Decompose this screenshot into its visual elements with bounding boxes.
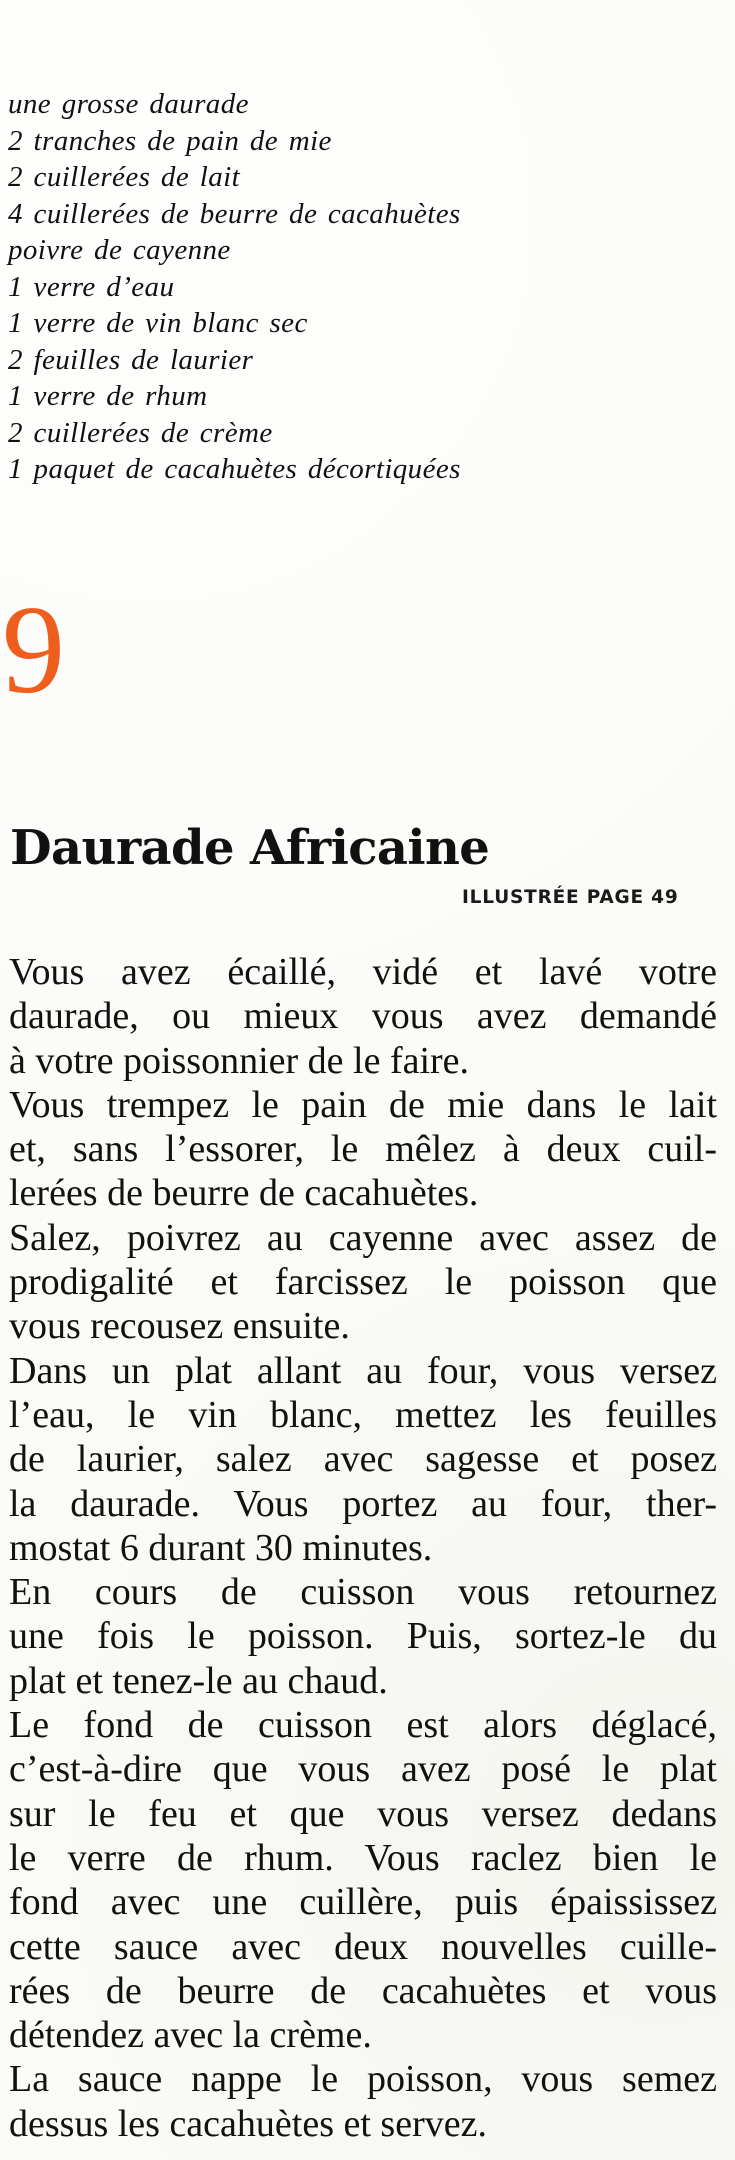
instruction-line: la daurade. Vous portez au four, ther- [9, 1482, 717, 1525]
ingredient-line: 2 cuillerées de crème [8, 416, 273, 449]
instruction-line: vous recousez ensuite. [9, 1305, 350, 1348]
ingredient-line: 4 cuillerées de beurre de cacahuètes [8, 197, 461, 230]
instruction-line: dessus les cacahuètes et servez. [9, 2102, 487, 2145]
ingredient-line: 1 verre d’eau [8, 270, 175, 303]
ingredient-line: 1 verre de vin blanc sec [8, 307, 308, 339]
ingredient-line: 2 cuillerées de lait [8, 161, 241, 193]
recipe-title: Daurade Africaine [10, 820, 490, 876]
instruction-line: Dans un plat allant au four, vous versez [9, 1349, 717, 1392]
instruction-line: prodigalité et farcissez le poisson que [9, 1261, 717, 1304]
ingredient-line: 1 paquet de cacahuètes décortiquées [8, 453, 461, 485]
instruction-line: cette sauce avec deux nouvelles cuille- [9, 1925, 717, 1968]
ingredient-line: 2 feuilles de laurier [8, 343, 254, 376]
instruction-line: une fois le poisson. Puis, sortez-le du [9, 1615, 717, 1658]
instruction-line: Vous avez écaillé, vidé et lavé votre [9, 951, 717, 993]
instruction-line: Salez, poivrez au cayenne avec assez de [9, 1216, 717, 1259]
instruction-line: daurade, ou mieux vous avez demandé [9, 995, 717, 1038]
instruction-line: à votre poissonnier de le faire. [9, 1039, 470, 1082]
instruction-line: détendez avec la crème. [9, 2014, 372, 2057]
instruction-line: lerées de beurre de cacahuètes. [9, 1172, 479, 1215]
instruction-line: mostat 6 durant 30 minutes. [9, 1526, 433, 1569]
ingredient-line: 2 tranches de pain de mie [8, 124, 332, 157]
instruction-line: sur le feu et que vous versez dedans [9, 1792, 717, 1835]
instruction-line: l’eau, le vin blanc, mettez les feuilles [9, 1393, 717, 1436]
illustration-page-note: ILLUSTRÉE PAGE 49 [462, 887, 679, 908]
ingredient-line: 1 verre de rhum [8, 380, 208, 412]
instruction-line: et, sans l’essorer, le mêlez à deux cuil- [9, 1128, 717, 1171]
instruction-line: plat et tenez-le au chaud. [9, 1659, 388, 1702]
instruction-line: c’est-à-dire que vous avez posé le plat [9, 1748, 717, 1791]
ingredient-line: une grosse daurade [8, 88, 249, 120]
recipe-number: 9 [2, 581, 65, 720]
instruction-line: de laurier, salez avec sagesse et posez [9, 1438, 717, 1481]
instruction-line: rées de beurre de cacahuètes et vous [9, 1969, 717, 2012]
ingredient-line: poivre de cayenne [8, 234, 231, 266]
instruction-line: Le fond de cuisson est alors déglacé, [9, 1704, 717, 1747]
instruction-line: fond avec une cuillère, puis épaississez [9, 1881, 717, 1924]
instruction-line: Vous trempez le pain de mie dans le lait [9, 1083, 717, 1126]
instruction-line: le verre de rhum. Vous raclez bien le [9, 1836, 717, 1879]
ingredients-list [8, 86, 708, 488]
instruction-line: La sauce nappe le poisson, vous semez [9, 2058, 717, 2101]
recipe-instructions [9, 950, 717, 2146]
instruction-line: En cours de cuisson vous retournez [9, 1571, 717, 1614]
